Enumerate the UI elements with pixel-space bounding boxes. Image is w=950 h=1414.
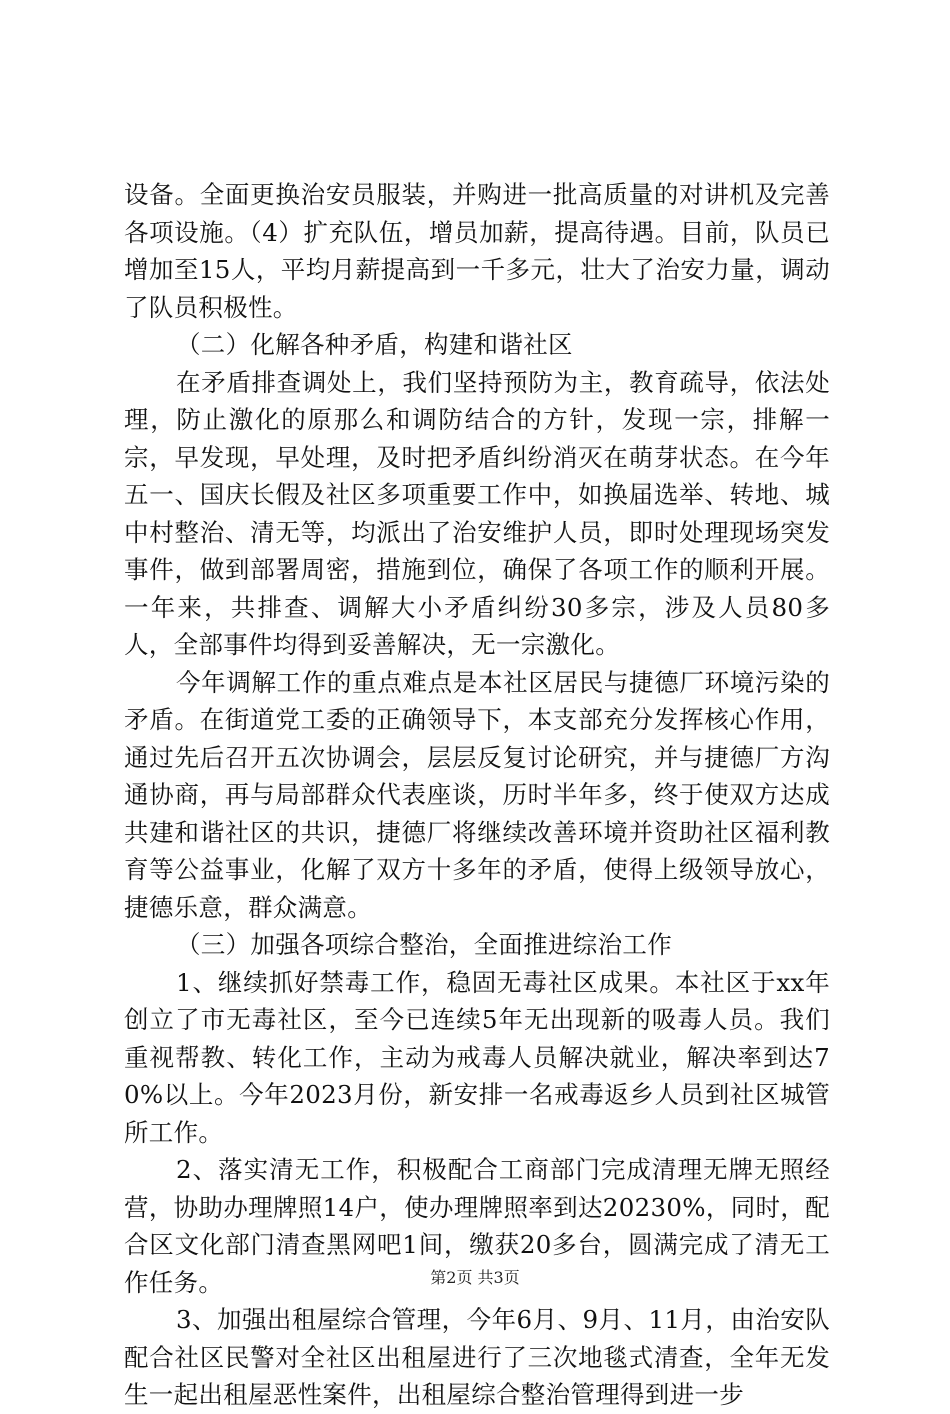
section-heading-3: （三）加强各项综合整治，全面推进综治工作 — [176, 930, 672, 959]
section-heading-2: （二）化解各种矛盾，构建和谐社区 — [176, 330, 573, 359]
paragraph-licensing: 2、落实清无工作，积极配合工商部门完成清理无牌无照经营，协助办理牌照14户，使办理牌照率到达20230%，同时，配合区文化部门清查黑网吧1间，缴获20多台，圆满完成了清无工作任务。 — [124, 1155, 830, 1297]
paragraph-continued: 设备。全面更换治安员服装，并购进一批高质量的对讲机及完善各项设施。（4）扩充队伍，增员加薪，提高待遇。目前，队员已增加至15人，平均月薪提高到一千多元，壮大了治安力量，调动了队员积极性。 — [124, 180, 830, 322]
document-body — [124, 176, 830, 1414]
page-footer: 第2页 共3页 — [430, 1268, 520, 1287]
paragraph-anti-drug: 1、继续抓好禁毒工作，稳固无毒社区成果。本社区于xx年创立了市无毒社区，至今已连续5年无出现新的吸毒人员。我们重视帮教、转化工作，主动为戒毒人员解决就业，解决率到达70%以上。今年2023月份，新安排一名戒毒返乡人员到社区城管所工作。 — [124, 967, 830, 1147]
paragraph-rental-management: 3、加强出租屋综合管理，今年6月、9月、11月，由治安队配合社区民警对全社区出租屋进行了三次地毯式清查，全年无发生一起出租屋恶性案件，出租屋综合整治管理得到进一步 — [124, 1305, 830, 1409]
paragraph-mediation: 今年调解工作的重点难点是本社区居民与捷德厂环境污染的矛盾。在街道党工委的正确领导下，本支部充分发挥核心作用，通过先后召开五次协调会，层层反复讨论研究，并与捷德厂方沟通协商，再与局部群众代表座谈，历时半年多，终于使双方达成共建和谐社区的共识，捷德厂将继续改善环境并资助社区福利教育等公益事业，化解了双方十多年的矛盾，使得上级领导放心，捷德乐意，群众满意。 — [124, 667, 830, 922]
paragraph-dispute-resolution: 在矛盾排查调处上，我们坚持预防为主，教育疏导，依法处理，防止激化的原那么和调防结合的方针，发现一宗，排解一宗，早发现，早处理，及时把矛盾纠纷消灭在萌芽状态。在今年五一、国庆长假及社区多项重要工作中，如换届选举、转地、城中村整治、清无等，均派出了治安维护人员，即时处理现场突发事件，做到部署周密，措施到位，确保了各项工作的顺利开展。一年来，共排查、调解大小矛盾纠纷30多宗，涉及人员80多人，全部事件均得到妥善解决，无一宗激化。 — [124, 367, 830, 659]
